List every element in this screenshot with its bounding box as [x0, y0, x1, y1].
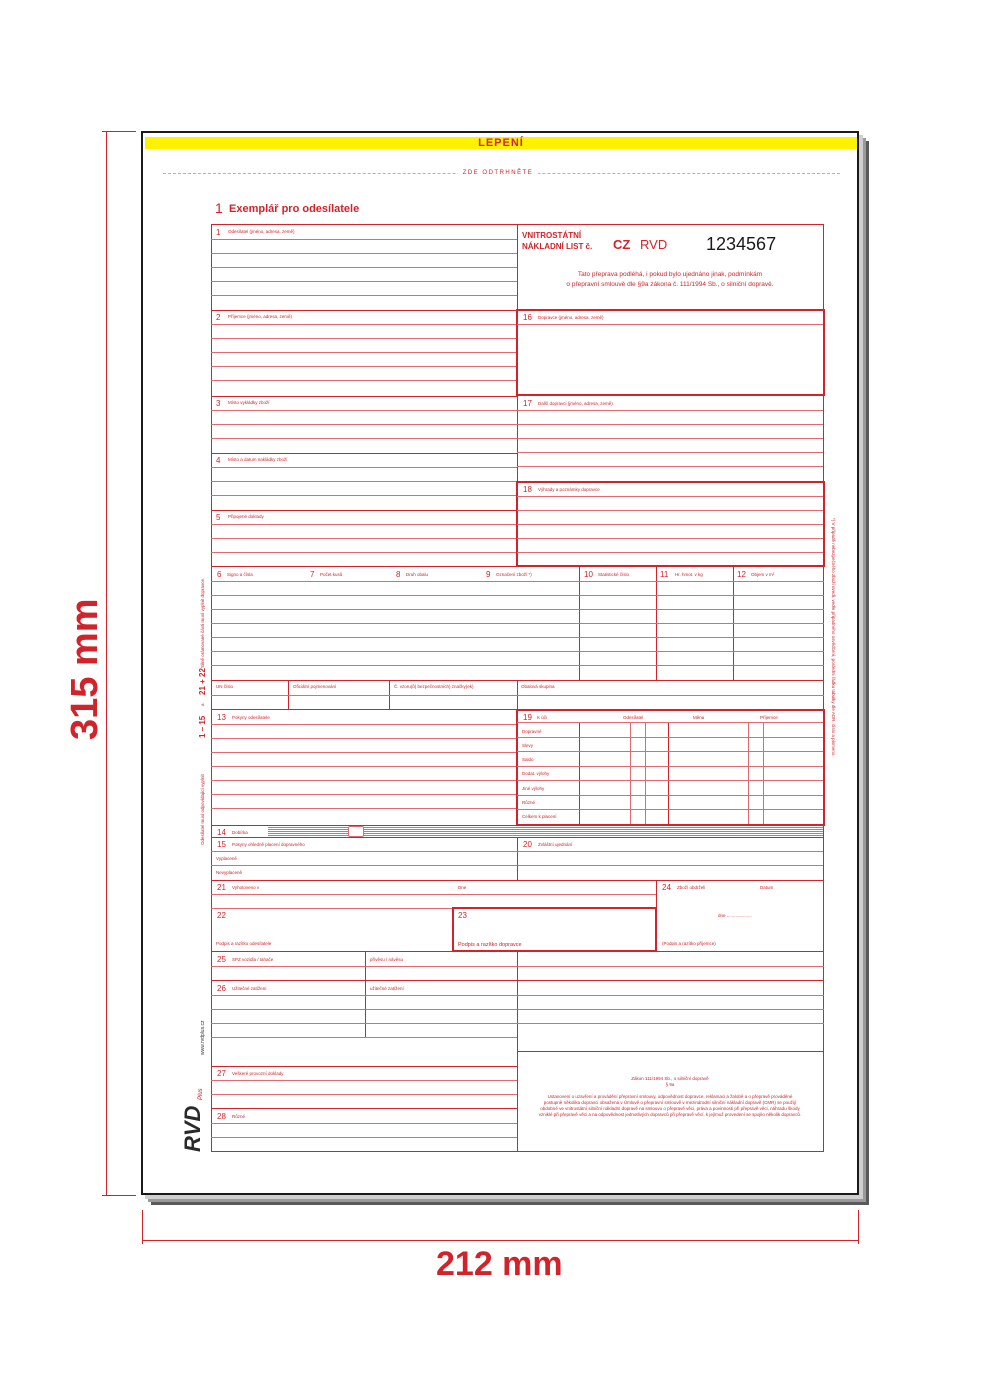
- f6-num: 6: [217, 570, 222, 579]
- f26-num: 26: [217, 984, 226, 993]
- f4-label: Místo a datum nakládky zboží: [228, 457, 288, 462]
- f19-row: Různé: [522, 800, 536, 805]
- goods-line: [211, 651, 824, 652]
- brand-code: RVD: [640, 237, 668, 252]
- f13-line: [211, 766, 517, 767]
- height-dimension-label: 315 mm: [64, 598, 106, 740]
- f19-col-currency: Měna: [693, 715, 705, 720]
- f28-label: Různé: [232, 1114, 246, 1119]
- title-line1: VNITROSTÁTNÍ: [522, 231, 582, 240]
- f19-col-sender: Odesílatel: [623, 715, 644, 720]
- f13-line: [211, 808, 517, 809]
- f21-top: [211, 880, 824, 881]
- f26-line: [211, 1023, 824, 1024]
- f10-label: Statistické číslo: [598, 572, 630, 577]
- f11-label: Hr. hmot. v kg: [675, 572, 703, 577]
- goods-line: [211, 637, 824, 638]
- f24-date: Datum: [760, 885, 774, 890]
- f22-num: 22: [217, 911, 226, 920]
- f21-label: Vyhotoveno v: [232, 885, 260, 890]
- f16-box: [516, 309, 825, 396]
- f25-line: [211, 966, 824, 967]
- width-dimension-label: 212 mm: [436, 1245, 563, 1283]
- glue-strip: LEPENÍ: [145, 137, 857, 149]
- f18-line: [517, 510, 823, 511]
- f19-line: [517, 722, 823, 723]
- f4-line: [211, 495, 517, 496]
- legal-text-1: Tato přeprava podléhá, i pokud bylo ujednáno jinak, podmínkám: [577, 271, 763, 278]
- f23-num: 23: [458, 911, 467, 920]
- f28-line: [211, 1137, 517, 1138]
- adr-name: Oficiální pojmenování: [293, 684, 337, 689]
- law-top: [517, 1051, 823, 1052]
- width-dim-tick-right: [858, 1210, 859, 1244]
- f14-hatch-gap: [348, 826, 364, 837]
- margin-left-range2: 21 + 22: [198, 668, 207, 695]
- f4-line: [211, 481, 517, 482]
- f11-num: 11: [660, 570, 669, 579]
- adr-un: UN číslo: [216, 684, 234, 689]
- f1-line: [211, 295, 517, 296]
- f2-line: [211, 366, 517, 367]
- f19-line: [517, 809, 823, 810]
- f24-dne: dne ....................: [718, 913, 752, 918]
- f23-sign: Podpis a razítko dopravce: [458, 942, 522, 948]
- f21-num: 21: [217, 883, 226, 892]
- f15-label: Pokyny ohledně placení dopravného: [232, 842, 305, 847]
- f15-line: [211, 865, 517, 866]
- height-dim-tick-top: [102, 131, 136, 132]
- f2-line: [211, 380, 517, 381]
- f17-line: [517, 438, 823, 439]
- f25-label: SPZ vozidla / tahače: [232, 957, 274, 962]
- f27-label: Veškeré provozní doklady: [232, 1071, 284, 1076]
- serial-number: 1234567: [706, 234, 777, 254]
- country-code: CZ: [613, 237, 631, 252]
- f18-line: [517, 538, 823, 539]
- f25-col: [365, 951, 366, 1037]
- margin-right-note: *) V případě nebezpečného zboží uvedí, vedle případného osvědčení, poslední řádku tabulky dle ADR, číslo a písmeno.: [831, 518, 836, 757]
- section-divider: [211, 453, 517, 454]
- f12-label: Objem v m³: [751, 572, 775, 577]
- f5-num: 5: [216, 513, 221, 522]
- f7-num: 7: [310, 570, 315, 579]
- f17-line: [517, 466, 823, 467]
- f19-row: Jiné výlohy: [522, 786, 545, 791]
- width-dim-line: [142, 1240, 859, 1241]
- f19-line: [517, 737, 823, 738]
- f5-label: Připojené doklady: [228, 514, 264, 519]
- f5-line: [211, 538, 517, 539]
- f19-row: Celkem k placení: [522, 814, 557, 819]
- margin-left-text2: Silně orámované části musí vyplnit dopravce.: [200, 577, 205, 668]
- f1-label: Odesílatel (jméno, adresa, země): [228, 229, 295, 234]
- f16-line: [517, 324, 823, 325]
- f3-line: [211, 438, 517, 439]
- f13-label: Pokyny odesílatele: [232, 715, 270, 720]
- f17-line: [517, 452, 823, 453]
- f19-line: [517, 751, 823, 752]
- f20-line: [517, 865, 823, 866]
- f25-label2: přívěsu / návěsu: [370, 957, 404, 962]
- f13-line: [211, 780, 517, 781]
- f14-num: 14: [217, 828, 226, 837]
- f19-line: [517, 795, 823, 796]
- section-divider: [211, 510, 517, 511]
- f6-label: Signo a čísla: [227, 572, 253, 577]
- f12-num: 12: [737, 570, 746, 579]
- adr-class: Č. vzoru(ů) bezpečnostních) značky(ek): [394, 684, 474, 689]
- f19-num: 19: [523, 713, 532, 722]
- f1-line: [211, 253, 517, 254]
- f13-line: [211, 738, 517, 739]
- f15-opt1: Vyplaceně: [216, 856, 237, 861]
- f26-label: Užitečné zatížení: [232, 986, 267, 991]
- f26-bottom: [211, 1037, 517, 1038]
- brand-url: www.rvdplus.cz: [200, 1020, 206, 1055]
- f21-bottom: [211, 894, 656, 895]
- f1-line: [211, 267, 517, 268]
- f5-line: [211, 552, 517, 553]
- f19-row: Saldo: [522, 757, 534, 762]
- brand-plus: Plus: [198, 1088, 204, 1100]
- f22-sign: Podpis a razítko odesílatele: [216, 941, 272, 946]
- f24-label: Zboží obdrželi: [677, 885, 706, 890]
- f9-label: Označení zboží *): [496, 572, 532, 577]
- f17-line: [517, 410, 823, 411]
- copy-title: Exemplář pro odesílatele: [229, 203, 360, 215]
- f15-line: [211, 851, 517, 852]
- goods-line: [211, 595, 824, 596]
- f19-col-receiver: Příjemce: [760, 715, 778, 720]
- goods-line: [211, 623, 824, 624]
- f16-num: 16: [523, 313, 532, 322]
- f16-label: Dopravce (jméno, adresa, země): [538, 315, 604, 320]
- f27-line: [211, 1080, 517, 1081]
- f28-top: [211, 1108, 517, 1109]
- goods-line: [211, 581, 824, 582]
- f19-line: [517, 780, 823, 781]
- f18-line: [517, 524, 823, 525]
- f19-line: [517, 766, 823, 767]
- f2-label: Příjemce (jméno, adresa, země): [228, 314, 293, 319]
- f5-line: [211, 524, 517, 525]
- f9-num: 9: [486, 570, 491, 579]
- adr-group: Obalová skupina: [521, 684, 555, 689]
- section-divider: [211, 396, 517, 397]
- copy-number: 1: [215, 200, 223, 216]
- f19-row: Dopravné: [522, 729, 542, 734]
- f20-num: 20: [523, 840, 532, 849]
- law-title: Zákon 111/1994 Sb., o silniční dopravě: [631, 1076, 709, 1081]
- f15-num: 15: [217, 840, 226, 849]
- f2-line: [211, 352, 517, 353]
- f25-num: 25: [217, 955, 226, 964]
- goods-line: [211, 665, 824, 666]
- f17-num: 17: [523, 399, 532, 408]
- legal-text-2: o přepravní smlouvě dle §9a zákona č. 111/1994 Sb., o silniční dopravě.: [566, 281, 774, 288]
- f2-num: 2: [216, 313, 221, 322]
- tear-label: ZDE ODTRHNĚTE: [458, 168, 538, 178]
- width-dim-tick-left: [142, 1210, 143, 1244]
- section-divider: [211, 310, 517, 311]
- f2-line: [211, 324, 517, 325]
- f2-line: [211, 338, 517, 339]
- f19-row: Dodat. výlohy: [522, 771, 550, 776]
- height-dim-tick-bottom: [102, 1195, 136, 1196]
- f17-line: [517, 424, 823, 425]
- f19-label: K úči: [537, 715, 548, 720]
- title-line2: NÁKLADNÍ LIST č.: [522, 242, 593, 251]
- f8-num: 8: [396, 570, 401, 579]
- f18-num: 18: [523, 485, 532, 494]
- adr-line: [211, 695, 824, 696]
- f4-num: 4: [216, 456, 221, 465]
- f24-sign: (Podpis a razítko příjemce): [662, 941, 716, 946]
- f15-opt2: Nevyplaceně: [216, 870, 243, 875]
- f1-num: 1: [216, 228, 221, 237]
- f3-num: 3: [216, 399, 221, 408]
- f3-line: [211, 424, 517, 425]
- f17-label: Další dopravci (jméno, adresa, země): [538, 401, 613, 406]
- f27-line: [211, 1094, 517, 1095]
- f7-label: Počet kusů: [320, 572, 343, 577]
- f1-line: [211, 239, 517, 240]
- margin-left-text1: Odesílatel musí odpovídající vyplnit: [200, 774, 205, 845]
- law-text: Ustanovení o uzavření a provádění přepravní smlouvy, odpovědnost dopravce, reklamaci a žalobě a o přepravě prováděné postupně několika dopravci obsažená v Úmluvě o přepravní smlouvě v mezinárodní silniční nákladní dopravě (CMR) se použijí obdobně ve vnitrostátní silniční nákladní dopravě na smlouvu o přepravě věci, práva a povinnosti při přepravě věci, náhradu škody vzniklé při přepravě věci a na odpovědnost jednotlivých dopravců při přepravě věcí, k jejímuž provedení se spojilo několik dopravců.: [538, 1094, 802, 1117]
- f26-line: [211, 1009, 824, 1010]
- f13-num: 13: [217, 713, 226, 722]
- law-para: § 9a: [665, 1082, 675, 1087]
- brand-logo: RVD: [180, 1105, 205, 1152]
- goods-line: [211, 609, 824, 610]
- f18-line: [517, 552, 823, 553]
- f28-line: [211, 1123, 517, 1124]
- f18-label: Výhrady a poznámky dopravce: [538, 487, 600, 492]
- f20-line: [517, 851, 823, 852]
- margin-left-range1: 1 – 15: [198, 715, 207, 738]
- f21-date: Dne: [458, 885, 467, 890]
- f14-label: Dobírka: [232, 830, 248, 835]
- f26-label2: užitečné zatížení: [370, 986, 404, 991]
- f28-num: 28: [217, 1112, 226, 1121]
- f27-top: [211, 1066, 517, 1067]
- f18-line: [517, 496, 823, 497]
- f13-line: [211, 794, 517, 795]
- f26-line: [211, 995, 824, 996]
- f19-row: Slevy: [522, 743, 534, 748]
- f3-line: [211, 410, 517, 411]
- f20-label: Zvláštní ujednání: [538, 842, 573, 847]
- f8-label: Druh obalu: [406, 572, 429, 577]
- f13-line: [211, 724, 517, 725]
- f4-line: [211, 467, 517, 468]
- f27-num: 27: [217, 1069, 226, 1078]
- f25-bottom: [211, 980, 824, 981]
- f3-label: Místo vykládky zboží: [228, 400, 270, 405]
- margin-left-and: a: [200, 703, 205, 706]
- f1-line: [211, 281, 517, 282]
- f24-num: 24: [662, 883, 671, 892]
- f14-top: [211, 825, 824, 826]
- f15-divider: [517, 837, 518, 880]
- f10-num: 10: [584, 570, 593, 579]
- f13-line: [211, 752, 517, 753]
